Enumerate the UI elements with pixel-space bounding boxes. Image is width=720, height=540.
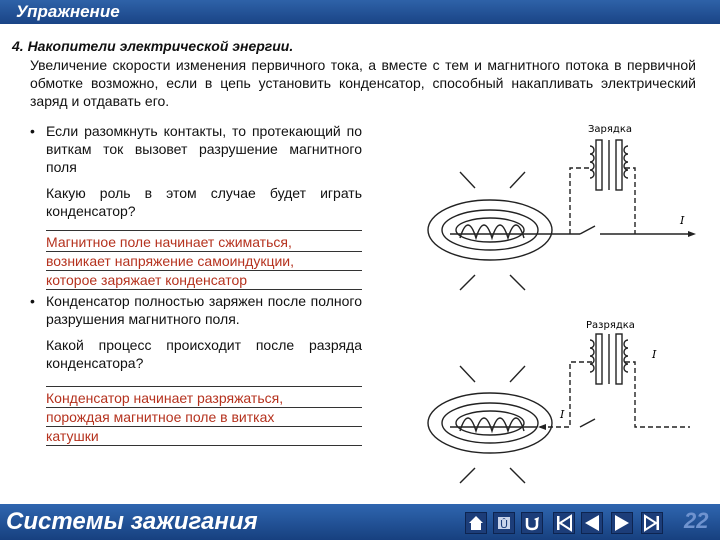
first-page-icon[interactable]: [553, 512, 575, 534]
page-number: 22: [684, 508, 709, 533]
undo-icon[interactable]: [493, 512, 515, 534]
bullet-2: • Конденсатор полностью заряжен после полного разрушения магнитного поля.: [30, 292, 362, 328]
bullet-1: • Если разомкнуть контакты, то протекающий по виткам ток вызовет разрушение магнитного поля: [30, 122, 362, 176]
last-page-icon[interactable]: [641, 512, 663, 534]
charging-diagram: [420, 120, 710, 310]
charging-label: Зарядка: [588, 124, 632, 135]
answer-2-line: порождая магнитное поле в витках: [46, 408, 362, 427]
answer-2-line: катушки: [46, 427, 362, 446]
current-symbol: I: [652, 348, 657, 361]
exercise-content: [30, 122, 362, 446]
question-1: Какую роль в этом случае будет играть конденсатор?: [46, 185, 362, 219]
svg-text:Û: Û: [500, 518, 509, 531]
footer-title: Системы зажигания: [6, 508, 258, 535]
answer-1-line: Магнитное поле начинает сжиматься,: [46, 233, 362, 252]
window-title: Упражнение: [16, 2, 120, 21]
answer-2-line: Конденсатор начинает разряжаться,: [46, 389, 362, 408]
current-symbol: I: [560, 408, 565, 421]
next-page-icon[interactable]: [611, 512, 633, 534]
title-bar: [0, 0, 720, 24]
answer-2: [46, 386, 362, 446]
answer-1-line: возникает напряжение самоиндукции,: [46, 252, 362, 271]
discharging-label: Разрядка: [586, 320, 635, 331]
discharging-diagram: [420, 318, 710, 503]
home-icon[interactable]: [465, 512, 487, 534]
exercise-heading: 4. Накопители электрической энергии.: [12, 38, 294, 54]
intro-paragraph: Увеличение скорости изменения первичного тока, а вместе с тем и магнитного потока в первичной обмотке возможно, если в цепь установить конденсатор, способный накапливать электрический заряд и отдавать его.: [30, 57, 696, 109]
current-symbol: I: [680, 214, 685, 227]
answer-1-line: которое заряжает конденсатор: [46, 271, 362, 290]
question-2: Какой процесс происходит после разряда конденсатора?: [46, 337, 362, 371]
prev-page-icon[interactable]: [581, 512, 603, 534]
return-icon[interactable]: [521, 512, 543, 534]
answer-1: [46, 230, 362, 290]
